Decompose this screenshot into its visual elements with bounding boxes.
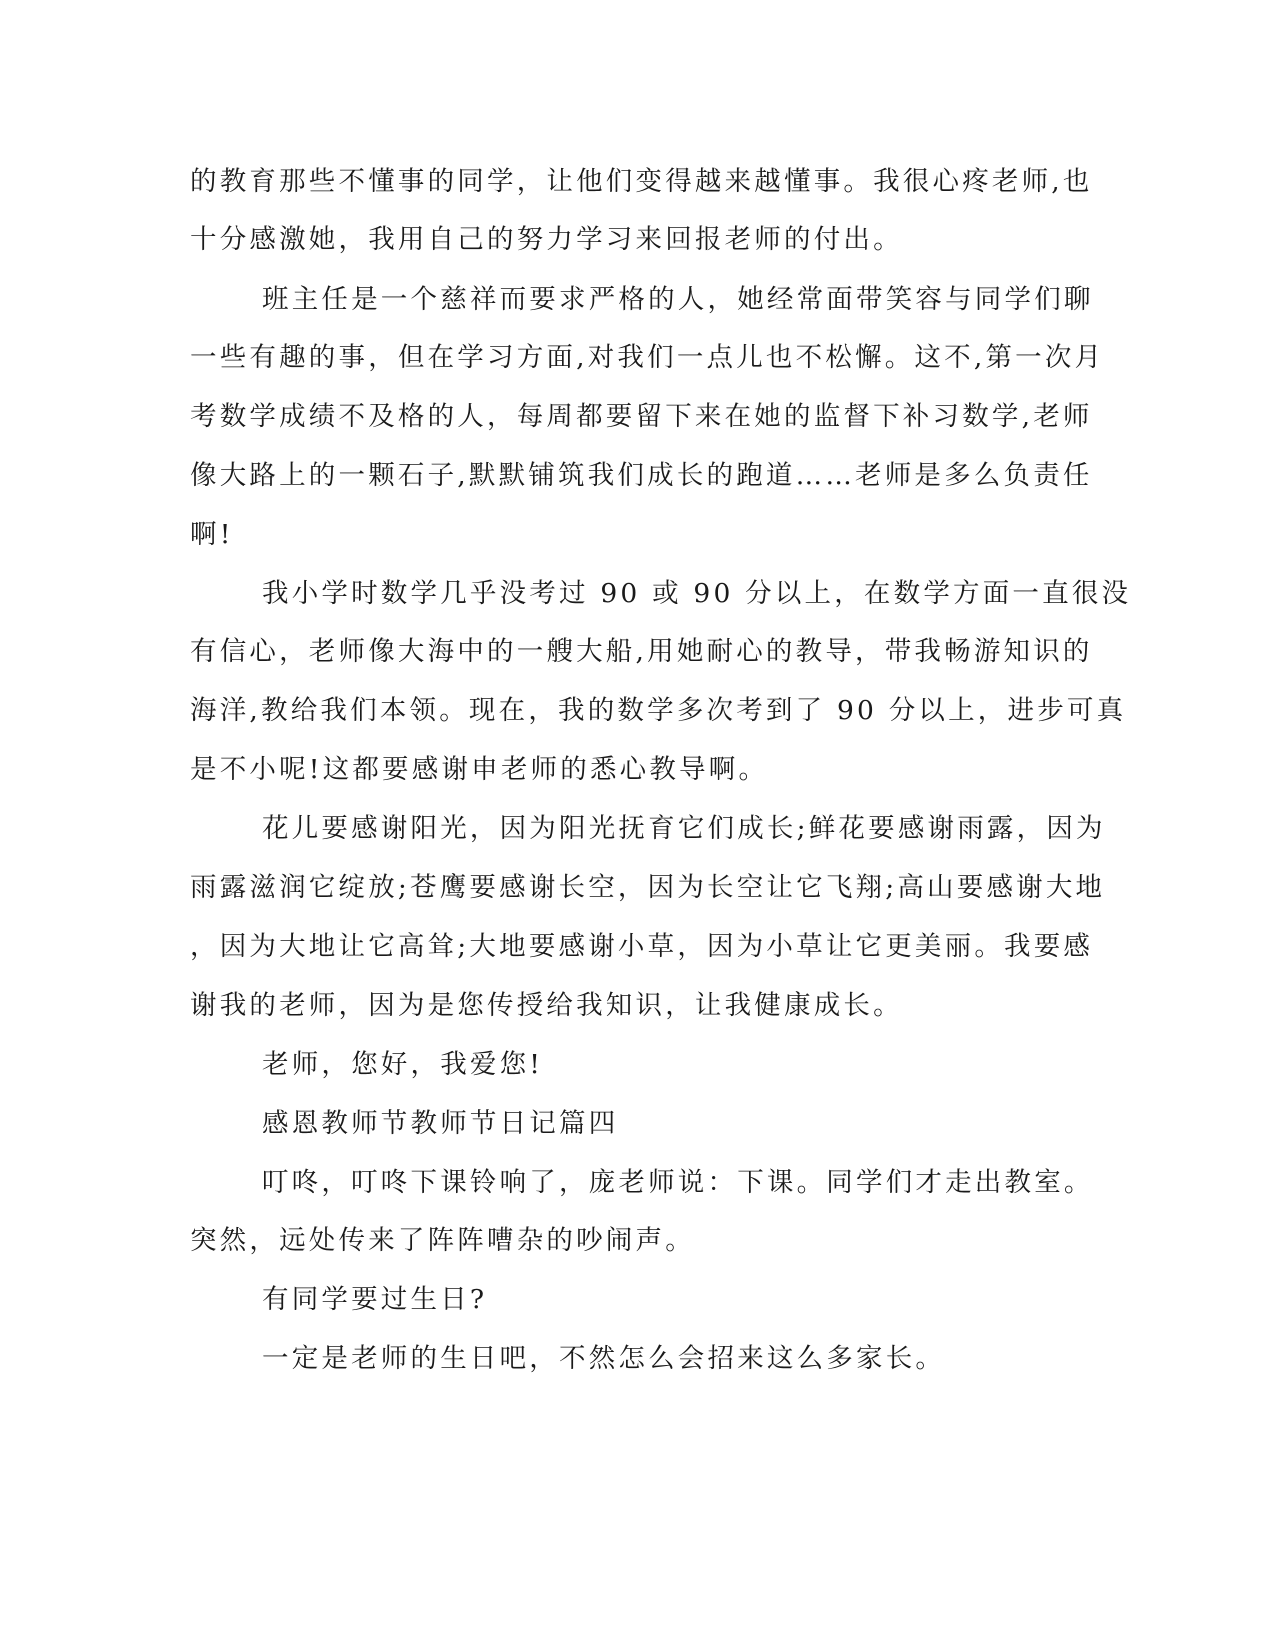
text-line: 谢我的老师，因为是您传授给我知识，让我健康成长。: [190, 990, 903, 1021]
text-line: 一些有趣的事，但在学习方面,对我们一点儿也不松懈。这不,第一次月: [190, 342, 1105, 373]
text-line: ，因为大地让它高耸;大地要感谢小草，因为小草让它更美丽。我要感: [190, 931, 1094, 962]
text-line: 有信心，老师像大海中的一艘大船,用她耐心的教导，带我畅游知识的: [190, 636, 1093, 667]
text-line: 突然，远处传来了阵阵嘈杂的吵闹声。: [190, 1225, 695, 1256]
paragraph-start-line: 一定是老师的生日吧，不然怎么会招来这么多家长。: [262, 1343, 946, 1374]
text-line: 雨露滋润它绽放;苍鹰要感谢长空，因为长空让它飞翔;高山要感谢大地: [190, 872, 1106, 903]
text-line: 像大路上的一颗石子,默默铺筑我们成长的跑道……老师是多么负责任: [190, 460, 1093, 491]
text-line: 啊!: [190, 519, 234, 550]
text-line: 的教育那些不懂事的同学，让他们变得越来越懂事。我很心疼老师,也: [190, 166, 1093, 197]
section-heading: 感恩教师节教师节日记篇四: [262, 1108, 619, 1139]
text-line: 考数学成绩不及格的人，每周都要留下来在她的监督下补习数学,老师: [190, 401, 1093, 432]
text-line: 是不小呢!这都要感谢申老师的悉心教导啊。: [190, 754, 769, 785]
text-line: 十分感激她，我用自己的努力学习来回报老师的付出。: [190, 224, 903, 255]
paragraph-start-line: 花儿要感谢阳光，因为阳光抚育它们成长;鲜花要感谢雨露，因为: [262, 813, 1106, 844]
paragraph-start-line: 有同学要过生日?: [262, 1284, 488, 1315]
paragraph-start-line: 叮咚，叮咚下课铃响了，庞老师说：下课。同学们才走出教室。: [262, 1167, 1094, 1198]
text-line: 海洋,教给我们本领。现在，我的数学多次考到了 90 分以上，进步可真: [190, 695, 1127, 726]
paragraph-start-line: 我小学时数学几乎没考过 90 或 90 分以上，在数学方面一直很没: [262, 578, 1132, 609]
paragraph-start-line: 班主任是一个慈祥而要求严格的人，她经常面带笑容与同学们聊: [262, 284, 1094, 315]
paragraph-start-line: 老师，您好，我爱您!: [262, 1049, 544, 1080]
